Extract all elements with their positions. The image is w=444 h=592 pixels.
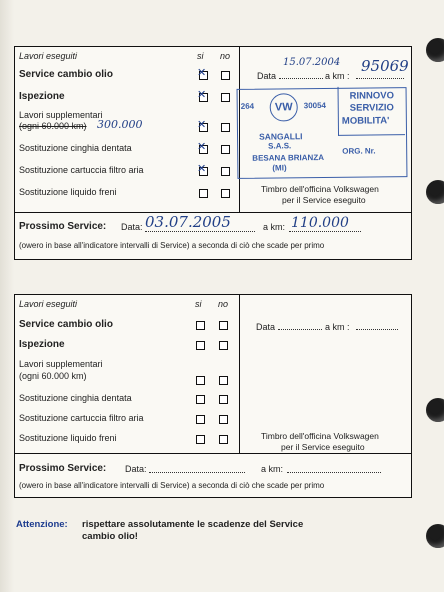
dealer-stamp	[237, 87, 408, 179]
stamp-code: 264	[240, 101, 255, 111]
checkbox-no[interactable]	[219, 376, 228, 385]
item-extra-work: Lavori supplementari	[19, 359, 103, 369]
date-label: Data	[256, 322, 276, 332]
checkbox-si[interactable]	[196, 376, 205, 385]
handwritten-date: 15.07.2004	[283, 57, 341, 68]
next-service-note: (owero in base all'indicatore intervalli di Service) a seconda di ciò che scade per primo	[19, 481, 325, 490]
stamp-province: (MI)	[272, 163, 287, 173]
checkbox-no[interactable]	[221, 167, 230, 176]
page-edge-shadow	[0, 0, 14, 592]
checkbox-no[interactable]	[221, 93, 230, 102]
works-header: Lavori eseguiti	[19, 299, 78, 309]
checkbox-no[interactable]	[221, 71, 230, 80]
next-date-label: Data:	[125, 464, 147, 474]
item-extra-work: Lavori supplementari	[19, 110, 103, 120]
checkbox-no[interactable]	[219, 341, 228, 350]
km-line[interactable]	[356, 329, 398, 330]
checkbox-si[interactable]	[196, 435, 205, 444]
stamp-org: ORG. Nr.	[342, 146, 376, 156]
no-header: no	[220, 51, 231, 61]
checkbox-si[interactable]	[196, 321, 205, 330]
works-header: Lavori eseguiti	[19, 51, 78, 61]
km-line	[356, 78, 404, 79]
item-timing-belt: Sostituzione cinghia dentata	[19, 393, 132, 403]
checkbox-no[interactable]	[219, 415, 228, 424]
item-inspection: Ispezione	[19, 91, 65, 102]
item-inspection: Ispezione	[19, 339, 65, 350]
checkbox-si[interactable]	[196, 341, 205, 350]
check-mark: ✕	[197, 163, 207, 175]
handwritten-extra-km: 300.000	[97, 118, 143, 131]
service-form-1	[14, 46, 412, 260]
checkbox-no[interactable]	[221, 189, 230, 198]
check-mark: ✕	[197, 119, 207, 131]
item-brake-fluid: Sostituzione liquido freni	[19, 187, 117, 197]
next-km-line[interactable]	[287, 472, 381, 473]
check-mark: ✕	[197, 141, 207, 153]
checkbox-no[interactable]	[219, 321, 228, 330]
item-extra-work-interval: (ogni 60.000 km)	[19, 121, 87, 131]
attention-label: Attenzione:	[16, 519, 68, 530]
date-line	[279, 78, 323, 79]
stamp-caption: Timbro dell'officina Volkswagen	[261, 431, 379, 441]
item-extra-work-interval: (ogni 60.000 km)	[19, 371, 87, 381]
stamp-caption: Timbro dell'officina Volkswagen	[261, 184, 379, 194]
stamp-caption: per il Service eseguito	[281, 442, 365, 452]
next-km-label: a km:	[263, 222, 286, 232]
checkbox-si[interactable]	[199, 189, 208, 198]
next-date-line[interactable]	[149, 472, 245, 473]
handwritten-km: 95069	[361, 57, 409, 75]
service-form-2	[14, 294, 412, 498]
attention-text: rispettare assolutamente le scadenze del Service	[82, 519, 304, 530]
item-air-filter: Sostituzione cartuccia filtro aria	[19, 413, 144, 423]
yes-header: si	[197, 51, 204, 61]
checkbox-no[interactable]	[221, 145, 230, 154]
binder-ring	[426, 38, 444, 62]
stamp-renewal: MOBILITA'	[341, 115, 390, 127]
date-line[interactable]	[278, 329, 322, 330]
stamp-company-type: S.A.S.	[268, 141, 292, 151]
item-timing-belt: Sostituzione cinghia dentata	[19, 143, 132, 153]
checkbox-si[interactable]	[196, 395, 205, 404]
checkbox-si[interactable]	[196, 415, 205, 424]
stamp-city: BESANA BRIANZA	[252, 152, 325, 163]
binder-ring	[426, 180, 444, 204]
handwritten-next-date: 03.07.2005	[145, 213, 231, 231]
vw-logo-icon: VW	[270, 93, 298, 121]
stamp-renewal: RINNOVO	[349, 90, 395, 102]
checkbox-no[interactable]	[219, 435, 228, 444]
km-label: a km :	[325, 322, 350, 332]
stamp-code: 30054	[303, 100, 327, 111]
item-brake-fluid: Sostituzione liquido freni	[19, 433, 117, 443]
binder-ring	[426, 524, 444, 548]
stamp-company: SANGALLI	[258, 131, 303, 142]
checkbox-no[interactable]	[219, 395, 228, 404]
item-oil-service: Service cambio olio	[19, 319, 113, 330]
next-service-label: Prossimo Service:	[19, 463, 107, 474]
date-label: Data	[257, 71, 277, 81]
next-km-line	[289, 231, 361, 232]
stamp-renewal: SERVIZIO	[349, 102, 394, 114]
next-date-line	[145, 231, 255, 232]
next-date-label: Data:	[121, 222, 143, 232]
checkbox-no[interactable]	[221, 123, 230, 132]
attention-text: cambio olio!	[82, 531, 138, 542]
check-mark: ✕	[197, 89, 207, 101]
stamp-caption: per il Service eseguito	[282, 195, 366, 205]
item-air-filter: Sostituzione cartuccia filtro aria	[19, 165, 144, 175]
no-header: no	[218, 299, 229, 309]
handwritten-next-km: 110.000	[291, 215, 349, 231]
row-divider	[15, 453, 411, 454]
next-service-note: (owero in base all'indicatore intervalli di Service) a seconda di ciò che scade per primo	[19, 241, 325, 250]
km-label: a km :	[325, 71, 350, 81]
next-km-label: a km:	[261, 464, 284, 474]
item-oil-service: Service cambio olio	[19, 69, 113, 80]
binder-ring	[426, 398, 444, 422]
check-mark: ✕	[197, 67, 207, 79]
next-service-label: Prossimo Service:	[19, 221, 107, 232]
yes-header: si	[195, 299, 202, 309]
column-divider	[239, 295, 240, 453]
